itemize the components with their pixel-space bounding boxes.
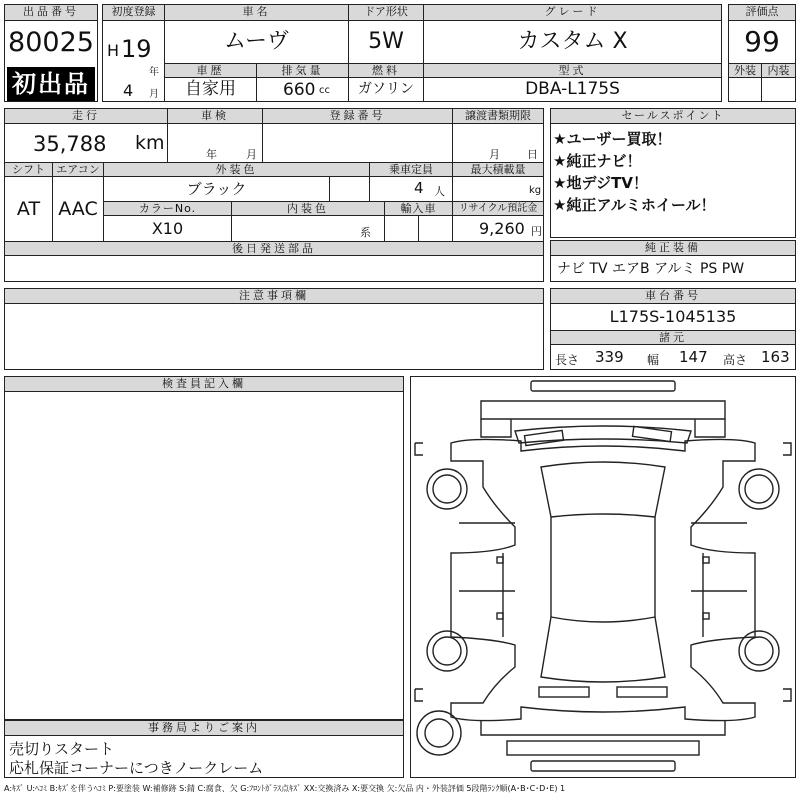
shift-value: AT	[5, 177, 53, 241]
sales-point-4: ★純正アルミホイール！	[553, 196, 716, 214]
import-label: 輸入車	[385, 201, 453, 216]
mileage-cell	[5, 124, 168, 162]
int-color-label: 内装色	[232, 201, 385, 216]
car-diagram-box	[410, 376, 796, 778]
mileage-value: 35,788	[33, 132, 107, 156]
dims-label: 諸元	[551, 330, 795, 345]
int-color-unit: 系	[360, 226, 371, 239]
office-line-2: 応札保証コーナーにつきノークレーム	[9, 759, 264, 776]
height-value: 163	[761, 348, 790, 366]
load-label: 最大積載量	[453, 162, 543, 177]
fuel-label: 燃料	[349, 63, 424, 78]
first-reg-month: 4	[123, 81, 134, 100]
dims-row	[551, 345, 795, 369]
transfer-month-unit: 月	[489, 148, 500, 161]
notes-box	[4, 288, 544, 370]
sales-point-3: ★地デジTV！	[553, 174, 648, 192]
displacement-label: 排気量	[257, 63, 349, 78]
length-label: 長さ	[555, 353, 580, 367]
recycle-cell	[453, 216, 543, 241]
first-reg-era: H	[107, 41, 120, 60]
sales-point-1: ★ユーザー買取！	[553, 130, 672, 148]
color-no-label: カラーNo.	[104, 201, 232, 216]
first-reg-cell	[103, 21, 165, 101]
length-value: 339	[595, 348, 624, 366]
shift-label: シフト	[5, 162, 53, 177]
aircon-value: AAC	[53, 177, 104, 241]
color-no-value: X10	[104, 216, 232, 241]
chassis-box	[550, 288, 796, 370]
inspection-month-unit: 月	[246, 148, 257, 161]
seats-value: 4	[414, 179, 424, 197]
detail-box	[4, 108, 544, 282]
score-box	[728, 4, 796, 102]
ext-color-label: 外装色	[104, 162, 370, 177]
inspector-label: 検査員記入欄	[5, 377, 403, 392]
car-diagram	[411, 377, 795, 777]
sales-points-label: セールスポイント	[551, 109, 795, 124]
reg-no-label: 登録番号	[263, 109, 453, 124]
later-parts-value	[5, 256, 543, 281]
transfer-cell	[453, 124, 543, 162]
transfer-label: 譲渡書類期限	[453, 109, 543, 124]
interior-label: 内装	[762, 63, 795, 78]
first-reg-year-unit: 年	[149, 67, 159, 78]
aircon-label: エアコン	[53, 162, 104, 177]
width-label: 幅	[647, 353, 660, 367]
sales-points-box	[550, 108, 796, 238]
chassis-label: 車台番号	[551, 289, 795, 304]
reg-no-value	[263, 124, 453, 162]
equipment-label: 純正装備	[551, 241, 795, 256]
door-value: 5W	[349, 21, 424, 63]
inspection-label: 車検	[168, 109, 263, 124]
history-value: 自家用	[165, 78, 257, 101]
load-unit: kg	[529, 185, 542, 196]
grade-label: グレード	[424, 5, 721, 21]
score-value: 99	[744, 25, 780, 58]
seats-unit: 人	[434, 185, 445, 198]
equipment-box	[550, 240, 796, 282]
mileage-label: 走行	[5, 109, 168, 124]
car-name-label: 車名	[165, 5, 349, 21]
model-value: DBA-L175S	[525, 79, 620, 99]
door-label: ドア形状	[349, 5, 424, 21]
office-line-1: 売切りスタート	[9, 740, 115, 757]
fuel-value: ガソリン	[349, 78, 424, 101]
ext-color-sub	[330, 177, 370, 201]
model-label: 型式	[424, 63, 721, 78]
first-reg-label: 初度登録	[103, 5, 165, 21]
recycle-unit: 円	[531, 225, 542, 238]
recycle-label: リサイクル預託金	[453, 201, 543, 216]
lot-box	[4, 4, 98, 102]
damage-legend: A:ｷｽﾞ U:ﾍｺﾐ B:ｷｽﾞを伴うﾍｺﾐ P:要塗装 W:補修跡 S:錆 C:腐食、欠 G:ﾌﾛﾝﾄｶﾞﾗｽ点ｷｽﾞ XX:交換済み X:要交換 欠:欠品 内・外装評価 5段階ﾗﾝｸ順(A･B･C･D･E) 1	[4, 784, 566, 793]
first-reg-month-unit: 月	[149, 89, 159, 100]
ext-color-value: ブラック	[104, 177, 330, 201]
width-value: 147	[679, 348, 708, 366]
import-cell-a	[385, 216, 419, 241]
score-label: 評価点	[729, 5, 795, 21]
import-cell-b	[419, 216, 453, 241]
history-label: 車歴	[165, 63, 257, 78]
mileage-unit: km	[135, 132, 165, 154]
first-listing-badge: 初出品	[7, 67, 95, 101]
height-label: 高さ	[723, 353, 748, 367]
later-parts-label: 後日発送部品	[5, 241, 543, 256]
office-box	[4, 720, 404, 778]
spec-top-box	[102, 4, 722, 102]
exterior-value	[729, 78, 762, 101]
recycle-value: 9,260	[479, 219, 525, 238]
equipment-value: ナビ TV エアB アルミ PS PW	[557, 261, 745, 277]
first-reg-year: 19	[121, 35, 152, 63]
int-color-cell	[232, 216, 385, 241]
inspection-cell	[168, 124, 263, 162]
lot-number: 80025	[8, 27, 94, 58]
exterior-label: 外装	[729, 63, 762, 78]
car-name-value: ムーヴ	[165, 21, 349, 63]
notes-label: 注意事項欄	[5, 289, 543, 304]
displacement-unit: cc	[319, 85, 330, 96]
sales-point-2: ★純正ナビ！	[553, 152, 642, 170]
inspector-box	[4, 376, 404, 720]
chassis-value: L175S-1045135	[609, 307, 737, 326]
seats-label: 乗車定員	[370, 162, 453, 177]
lot-label: 出品番号	[5, 5, 97, 21]
inspection-year-unit: 年	[206, 148, 217, 161]
displacement-cell	[257, 78, 349, 101]
transfer-day-unit: 日	[527, 148, 538, 161]
office-label: 事務局よりご案内	[5, 721, 403, 736]
displacement-value: 660	[283, 80, 316, 100]
grade-value: カスタム X	[517, 29, 628, 54]
seats-cell	[370, 177, 453, 201]
load-cell	[453, 177, 543, 201]
